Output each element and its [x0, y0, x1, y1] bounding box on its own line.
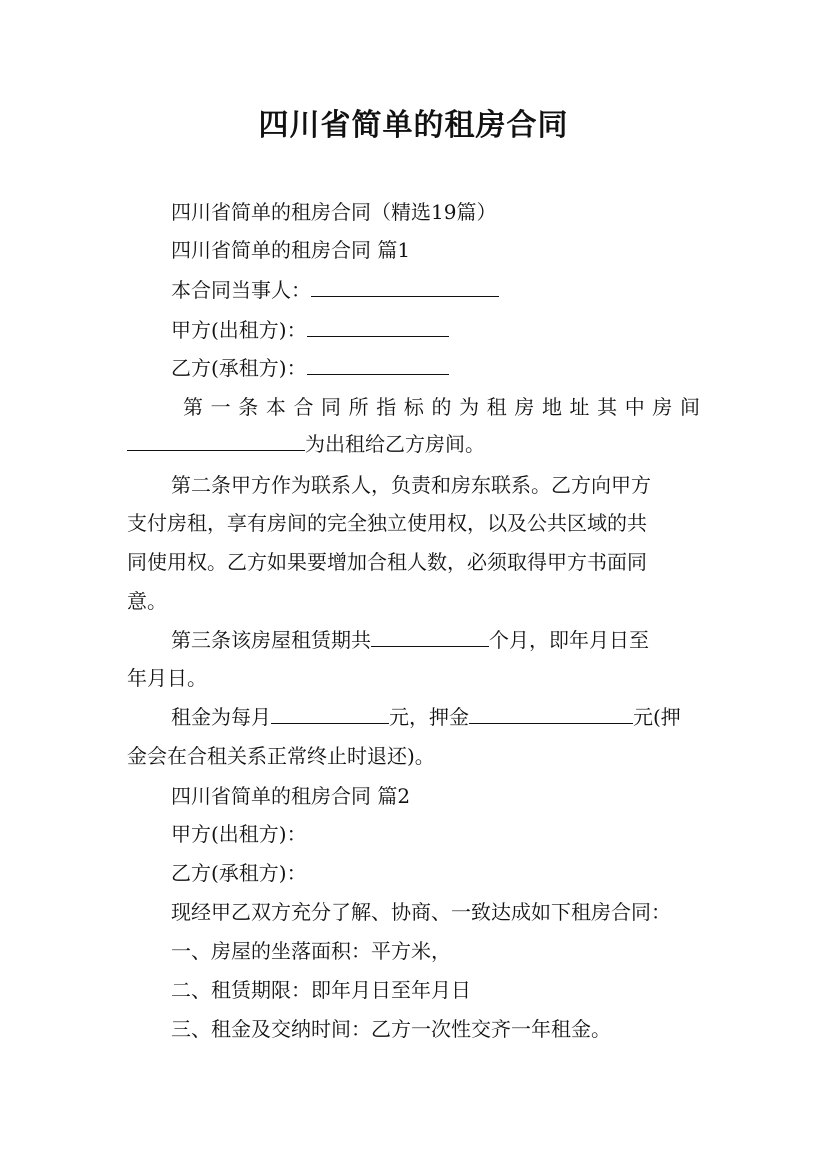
rent-prefix: 租金为每月: [171, 705, 271, 729]
section2-heading: 四川省简单的租房合同 篇2: [171, 784, 411, 808]
parties-label: 本合同当事人：: [171, 278, 311, 302]
article3-suffix: 个月，即年月日至: [489, 628, 649, 652]
rent-line2: 金会在合租关系正常终止时退还)。: [127, 744, 435, 768]
section2-intro: 现经甲乙双方充分了解、协商、一致达成如下租房合同：: [171, 900, 671, 924]
room-blank[interactable]: [127, 432, 305, 451]
article2-line3: 同使用权。乙方如果要增加合租人数，必须取得甲方书面同: [127, 550, 647, 574]
rent-suffix: 元(押: [633, 705, 681, 729]
lease-months-blank[interactable]: [371, 628, 489, 647]
document-title: 四川省简单的租房合同: [258, 108, 569, 143]
party-a-blank[interactable]: [307, 318, 449, 337]
article2-line4: 意。: [127, 589, 167, 613]
section2-party-a: 甲方(出租方)：: [171, 822, 307, 846]
article3-line2: 年月日。: [127, 666, 207, 690]
party-b-line: [171, 356, 449, 380]
parties-blank[interactable]: [311, 278, 499, 297]
section2-item1: 一、房屋的坐落面积：平方米，: [171, 939, 451, 963]
party-b-label: 乙方(承租方)：: [171, 356, 307, 380]
article1-line1: 第一条本合同所指标的为租房地址其中房间: [183, 395, 700, 419]
parties-line: [171, 278, 499, 302]
rent-mid: 元，押金: [389, 705, 469, 729]
article3-line1: [171, 628, 649, 652]
article1-line2: [127, 432, 485, 456]
section2-item2: 二、租赁期限：即年月日至年月日: [171, 978, 471, 1002]
section2-item3: 三、租金及交纳时间：乙方一次性交齐一年租金。: [171, 1017, 611, 1041]
document-subtitle: 四川省简单的租房合同（精选19篇）: [171, 200, 497, 224]
rent-line1: [171, 705, 681, 729]
deposit-amount-blank[interactable]: [469, 705, 633, 724]
party-b-blank[interactable]: [307, 356, 449, 375]
section1-heading: 四川省简单的租房合同 篇1: [171, 238, 411, 262]
article1-line2-suffix: 为出租给乙方房间。: [305, 432, 485, 456]
article2-line1: 第二条甲方作为联系人，负责和房东联系。乙方向甲方: [171, 473, 651, 497]
rent-amount-blank[interactable]: [271, 705, 389, 724]
section2-party-b: 乙方(承租方)：: [171, 861, 307, 885]
party-a-label: 甲方(出租方)：: [171, 318, 307, 342]
article2-line2: 支付房租，享有房间的完全独立使用权，以及公共区域的共: [127, 511, 647, 535]
party-a-line: [171, 318, 449, 342]
article3-prefix: 第三条该房屋租赁期共: [171, 628, 371, 652]
